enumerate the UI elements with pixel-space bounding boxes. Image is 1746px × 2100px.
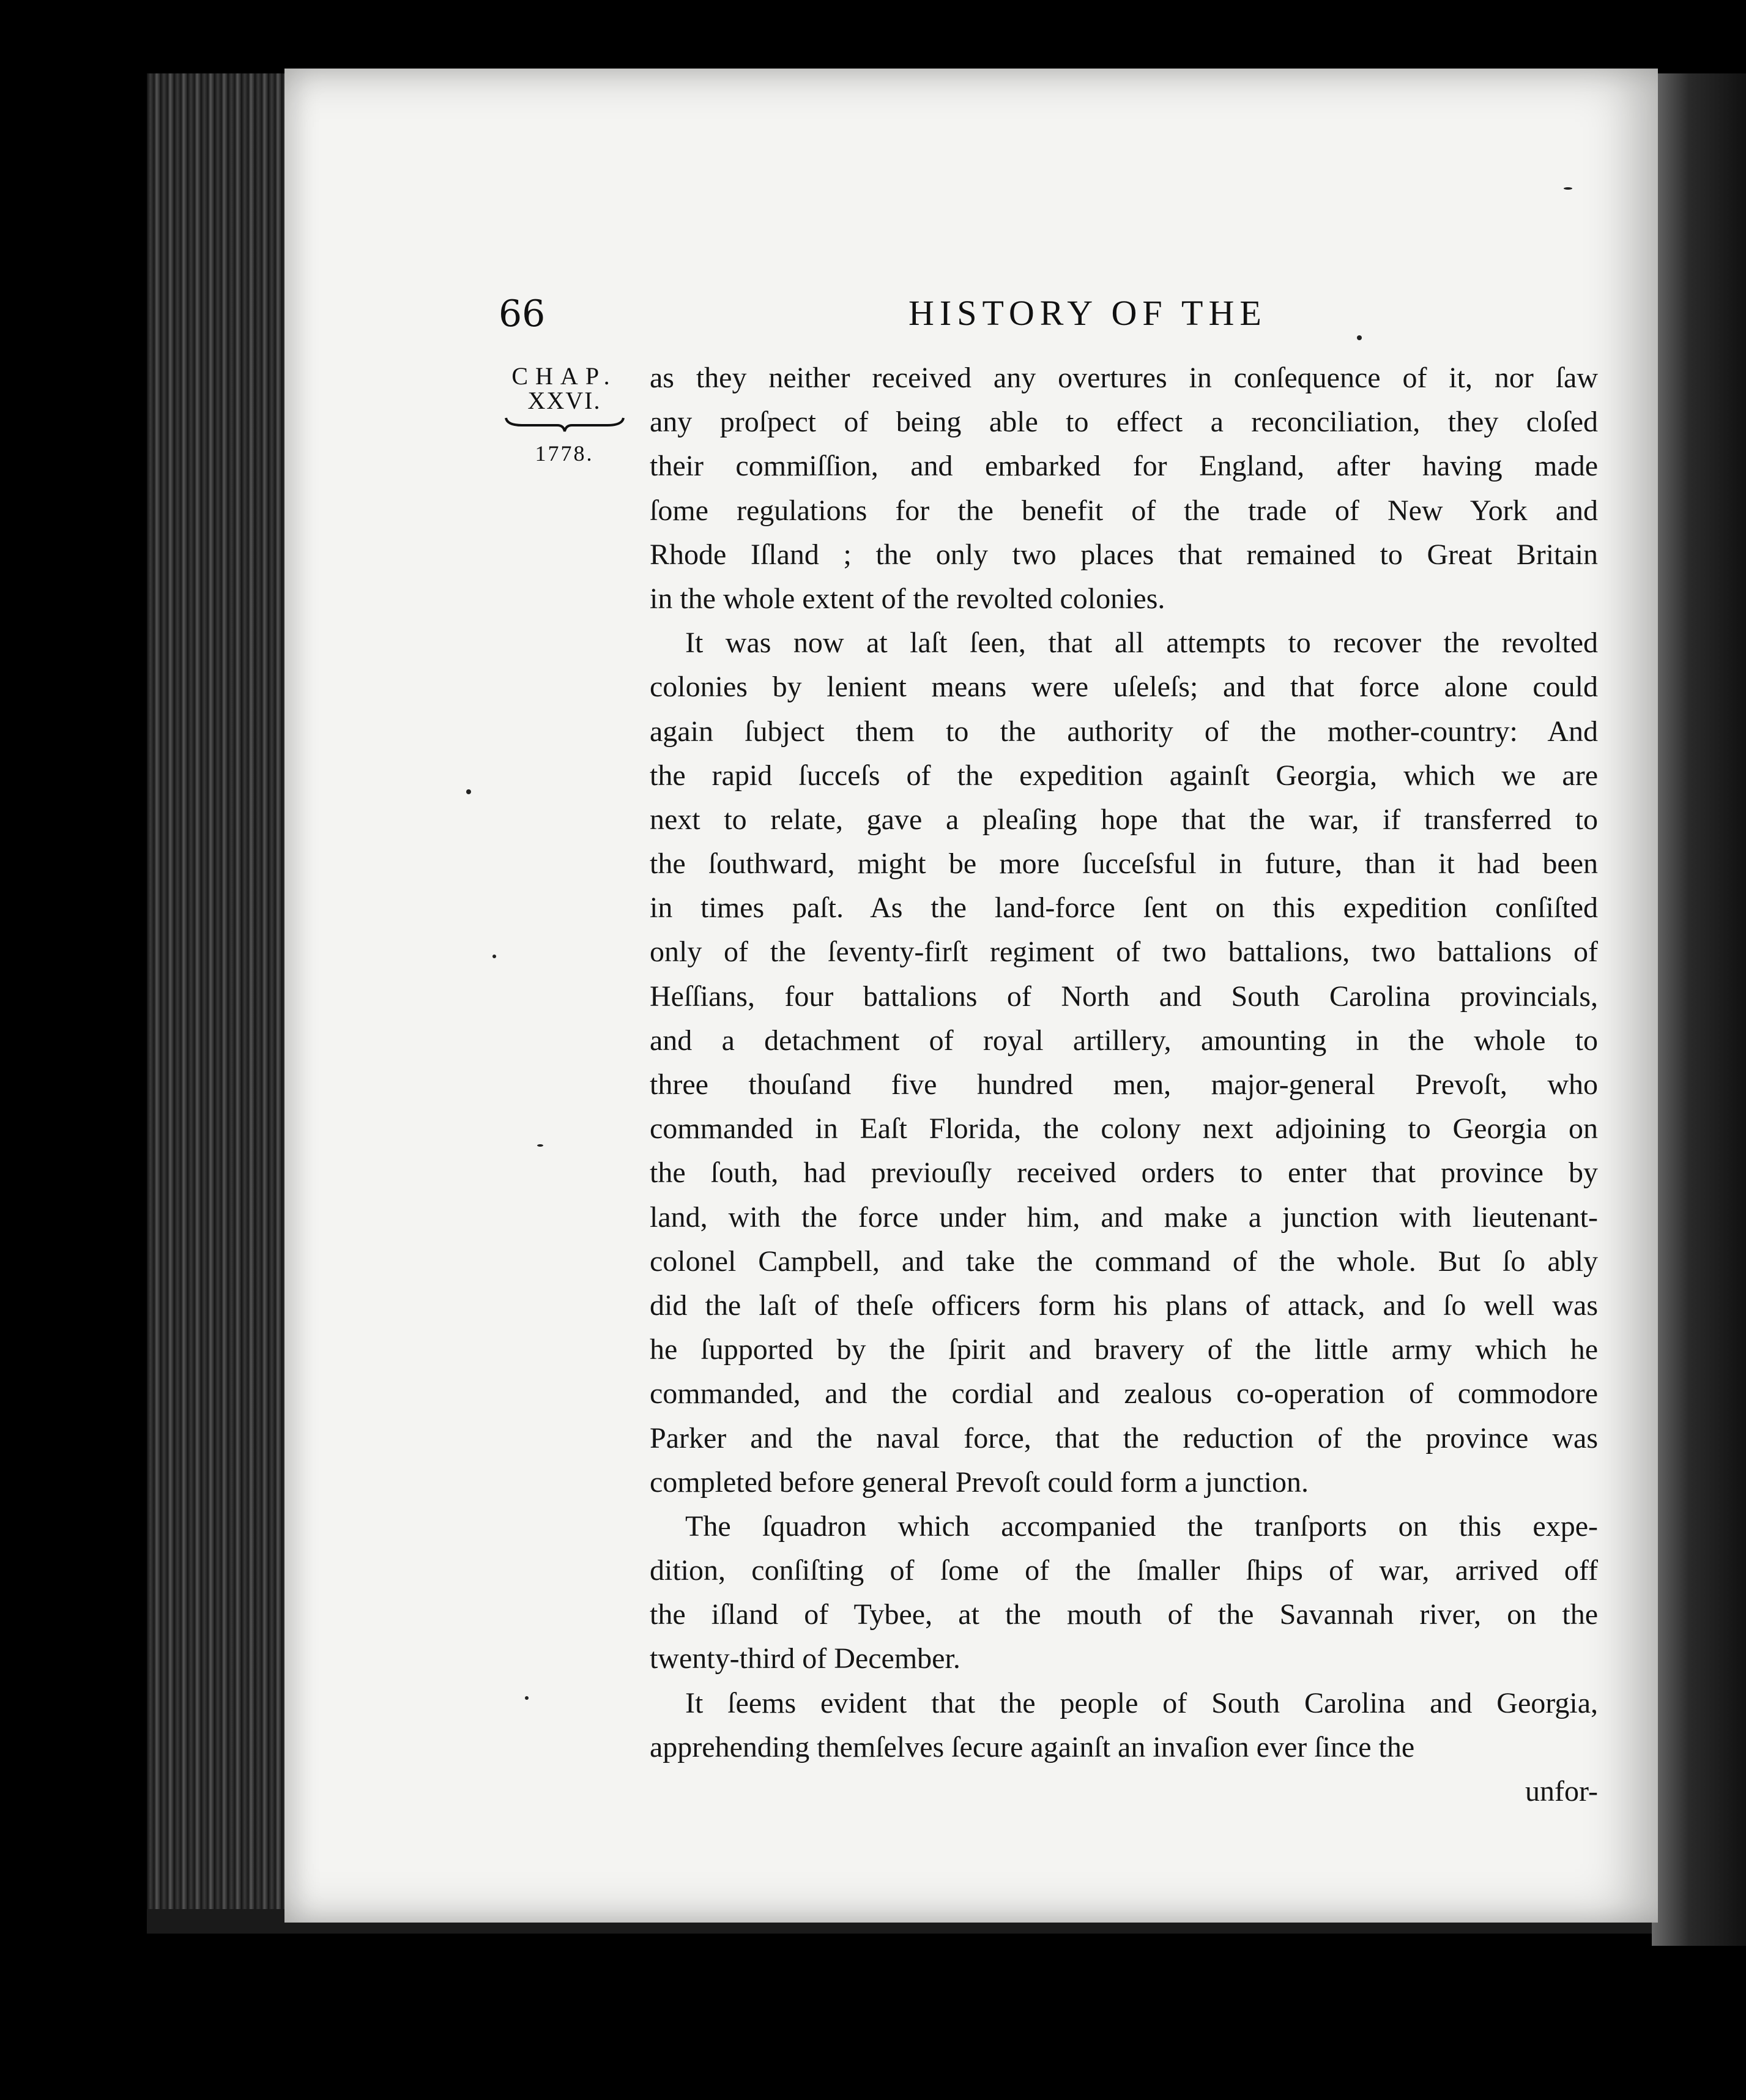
text-line: completed before general Prevoſt could form a junction.: [650, 1465, 1309, 1499]
text-line: colonel Campbell, and take the command of the whole. But ſo ably: [650, 1245, 1598, 1278]
brace-ornament: [503, 415, 626, 434]
text-line: twenty-third of December.: [650, 1642, 960, 1675]
text-line: their commiſſion, and embarked for England, after having made: [650, 450, 1598, 483]
text-line: he ſupported by the ſpirit and bravery of the little army which he: [650, 1333, 1598, 1366]
ink-speck: [1564, 187, 1572, 190]
chapter-number: XXVI.: [527, 387, 601, 414]
text-line: the ſouth, had previouſly received orders to enter that province by: [650, 1156, 1598, 1190]
text-line: the iſland of Tybee, at the mouth of the Savannah river, on the: [650, 1598, 1598, 1631]
book-spine-edge: [147, 73, 291, 1921]
text-line: Rhode Iſland ; the only two places that remained to Great Britain: [650, 538, 1598, 571]
ink-speck: [1357, 335, 1362, 340]
ink-speck: [537, 1144, 543, 1147]
text-line: and a detachment of royal artillery, amounting in the whole to: [650, 1024, 1598, 1057]
text-line: only of the ſeventy-firſt regiment of two battalions, two battalions of: [650, 936, 1598, 969]
ink-speck: [492, 955, 496, 958]
text-line: again ſubject them to the authority of the mother-country: And: [650, 715, 1598, 748]
catchword: unfor-: [1525, 1775, 1598, 1808]
text-line: It ſeems evident that the people of South Carolina and Georgia,: [685, 1686, 1598, 1719]
text-line: colonies by lenient means were uſeleſs; and that force alone could: [650, 671, 1598, 704]
text-line: as they neither received any overtures in conſequence of it, nor ſaw: [650, 362, 1598, 394]
running-head: HISTORY OF THE: [908, 293, 1267, 333]
text-line: Heſſians, four battalions of North and South Carolina provincials,: [650, 980, 1598, 1013]
text-line: three thouſand five hundred men, major-general Prevoſt, who: [650, 1068, 1598, 1101]
text-line: The ſquadron which accompanied the tranſports on this expe-: [685, 1510, 1598, 1543]
ink-speck: [466, 789, 471, 794]
text-line: any proſpect of being able to effect a reconciliation, they cloſed: [650, 406, 1598, 439]
text-line: commanded in Eaſt Florida, the colony next adjoining to Georgia on: [650, 1112, 1598, 1145]
text-line: It was now at laſt ſeen, that all attempts to recover the revolted: [685, 627, 1598, 660]
text-line: land, with the force under him, and make a junction with lieutenant-: [650, 1201, 1598, 1234]
margin-chapter-note: [499, 364, 630, 466]
text-line: dition, conſiſting of ſome of the ſmaller ſhips of war, arrived off: [650, 1554, 1598, 1587]
page-number: 66: [499, 292, 546, 335]
text-line: apprehending themſelves ſecure againſt an invaſion ever ſince the: [650, 1730, 1415, 1763]
text-line: ſome regulations for the benefit of the trade of New York and: [650, 494, 1598, 527]
margin-year: 1778.: [535, 441, 594, 466]
text-line: commanded, and the cordial and zealous co-operation of commodore: [650, 1377, 1598, 1410]
text-line: in the whole extent of the revolted colonies.: [650, 582, 1165, 615]
text-line: the ſouthward, might be more ſucceſsful in future, than it had been: [650, 847, 1598, 881]
chapter-label: CHAP.: [511, 362, 617, 390]
text-line: in times paſt. As the land-force ſent on this expedition conſiſted: [650, 892, 1598, 925]
ink-speck: [525, 1696, 529, 1700]
body-text: [650, 356, 1598, 1814]
text-line: the rapid ſucceſs of the expedition againſt Georgia, which we are: [650, 759, 1598, 792]
text-line: next to relate, gave a pleaſing hope that the war, if transferred to: [650, 803, 1598, 836]
text-line: Parker and the naval force, that the reduction of the province was: [650, 1421, 1598, 1454]
right-page-gutter: [1652, 73, 1746, 1946]
text-line: did the laſt of theſe officers form his plans of attack, and ſo well was: [650, 1289, 1598, 1322]
